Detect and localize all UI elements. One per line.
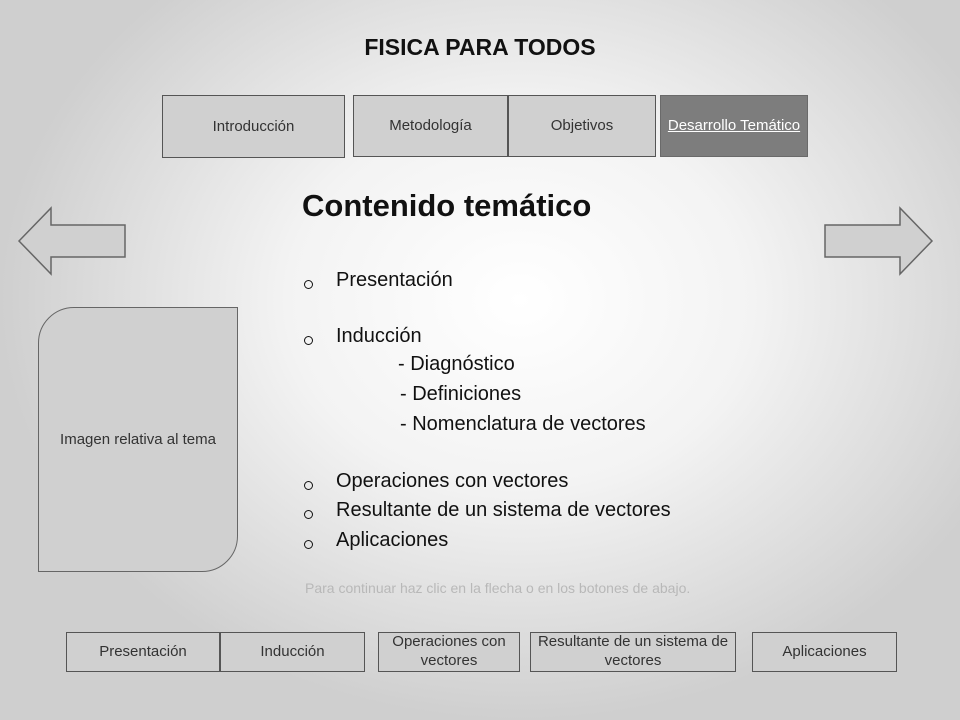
button-aplicaciones[interactable]: Aplicaciones <box>752 632 897 672</box>
bullet-icon <box>304 336 313 345</box>
section-heading: Contenido temático <box>302 188 592 223</box>
page-title: FISICA PARA TODOS <box>364 34 596 60</box>
image-placeholder-label: Imagen relativa al tema <box>60 430 216 448</box>
bullet-icon <box>304 540 313 549</box>
subitem-definiciones: - Definiciones <box>400 383 522 405</box>
subitem-nomenclatura: - Nomenclatura de vectores <box>400 413 646 435</box>
subitem-diagnostico: - Diagnóstico <box>398 353 515 375</box>
left-arrow-icon[interactable] <box>16 206 128 276</box>
bullet-icon <box>304 481 313 490</box>
bullet-icon <box>304 510 313 519</box>
instruction-text: Para continuar haz clic en la flecha o en los botones de abajo. <box>305 580 691 596</box>
list-item-induccion: Inducción <box>336 325 422 347</box>
list-item-operaciones: Operaciones con vectores <box>336 470 569 492</box>
list-item-resultante: Resultante de un sistema de vectores <box>336 499 671 521</box>
bullet-icon <box>304 280 313 289</box>
tab-introduccion[interactable]: Introducción <box>162 95 345 158</box>
button-resultante[interactable]: Resultante de un sistema de vectores <box>530 632 736 672</box>
button-operaciones[interactable]: Operaciones con vectores <box>378 632 520 672</box>
button-presentacion[interactable]: Presentación <box>66 632 220 672</box>
right-arrow-icon[interactable] <box>823 206 935 276</box>
list-item-presentacion: Presentación <box>336 269 453 291</box>
tab-desarrollo-tematico[interactable]: Desarrollo Temático <box>660 95 808 157</box>
tab-metodologia[interactable]: Metodología <box>353 95 508 157</box>
image-placeholder <box>38 307 238 572</box>
list-item-aplicaciones: Aplicaciones <box>336 529 449 551</box>
tab-objetivos[interactable]: Objetivos <box>508 95 656 157</box>
button-induccion[interactable]: Inducción <box>220 632 365 672</box>
